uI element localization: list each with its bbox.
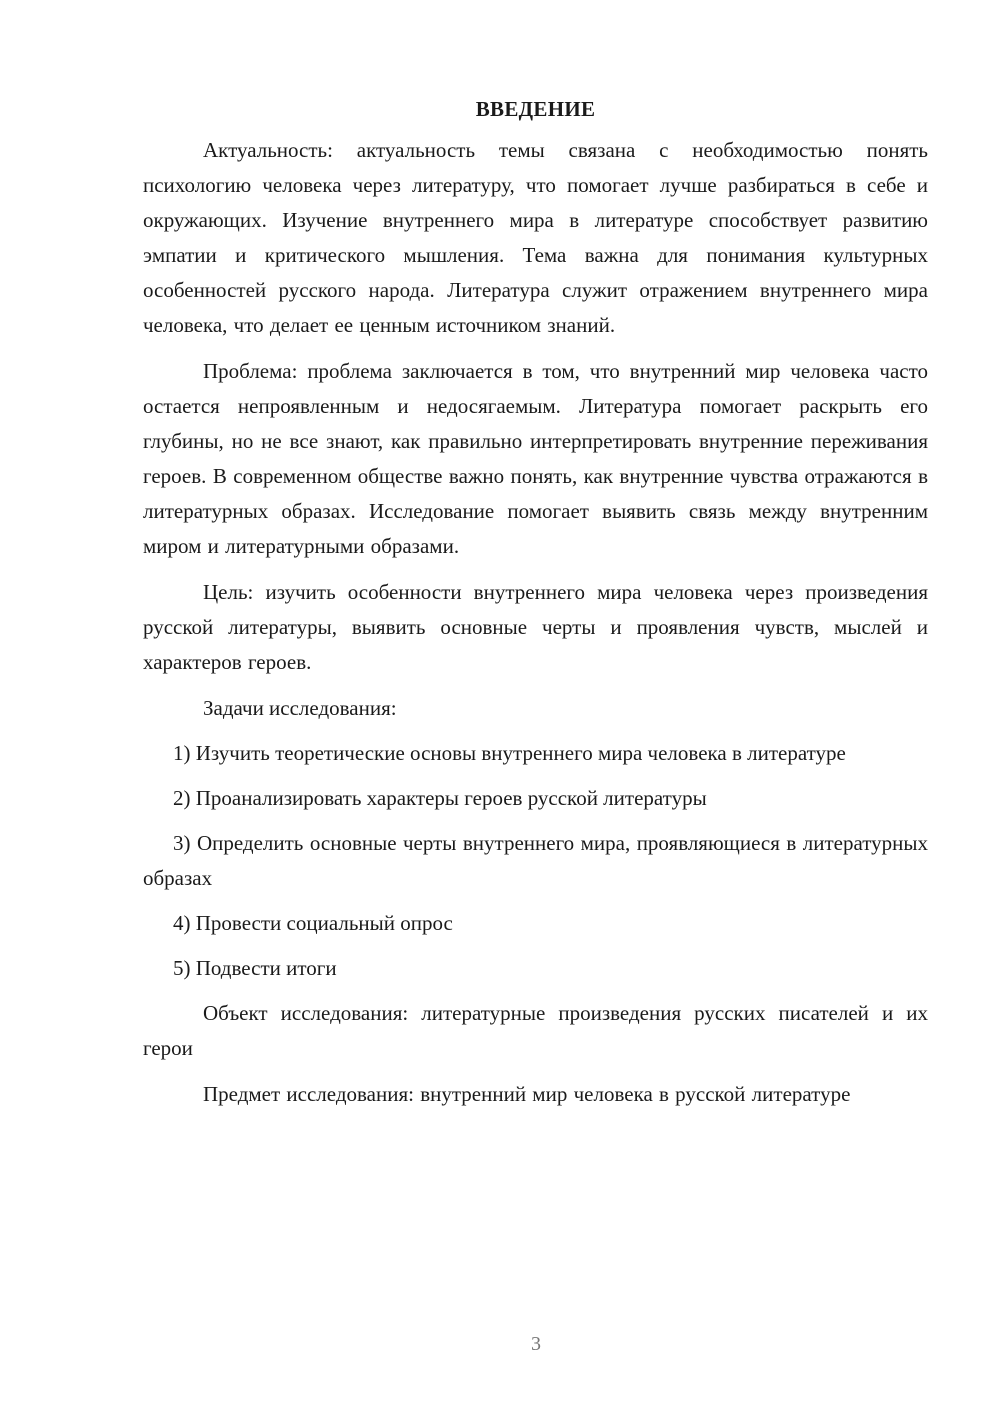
task-item-1: 1) Изучить теоретические основы внутреннего мира человека в литературе <box>173 741 846 765</box>
document-page <box>143 92 928 1123</box>
task-item-3: 3) Определить основные черты внутреннего мира, проявляющиеся в литературных образах <box>143 831 928 890</box>
task-item-5: 5) Подвести итоги <box>173 956 337 980</box>
tasks-heading: Задачи исследования: <box>203 696 397 720</box>
problem-paragraph: Проблема: проблема заключается в том, что внутренний мир человека часто остается непроявленным и недосягаемым. Литература помогает раскрыть его глубины, но не все знают, как правильно интерпретировать внутренние переживания героев. В современном обществе важно понять, как внутренние чувства отражаются в литературных образах. Исследование помогает выявить связь между внутренним миром и литературными образами. <box>143 359 928 558</box>
goal-paragraph: Цель: изучить особенности внутреннего мира человека через произведения русской литературы, выявить основные черты и проявления чувств, мыслей и характеров героев. <box>143 580 928 674</box>
subject-paragraph: Предмет исследования: внутренний мир человека в русской литературе <box>203 1082 851 1106</box>
relevance-paragraph: Актуальность: актуальность темы связана с необходимостью понять психологию человека через литературу, что помогает лучше разбираться в себе и окружающих. Изучение внутреннего мира в литературе способствует развитию эмпатии и критического мышления. Тема важна для понимания культурных особенностей русского народа. Литература служит отражением внутреннего мира человека, что делает ее ценным источником знаний. <box>143 138 928 337</box>
page-number: 3 <box>531 1333 541 1355</box>
object-paragraph: Объект исследования: литературные произведения русских писателей и их герои <box>143 1001 928 1060</box>
section-title: ВВЕДЕНИЕ <box>475 97 596 121</box>
task-item-2: 2) Проанализировать характеры героев русской литературы <box>173 786 707 810</box>
task-item-4: 4) Провести социальный опрос <box>173 911 453 935</box>
